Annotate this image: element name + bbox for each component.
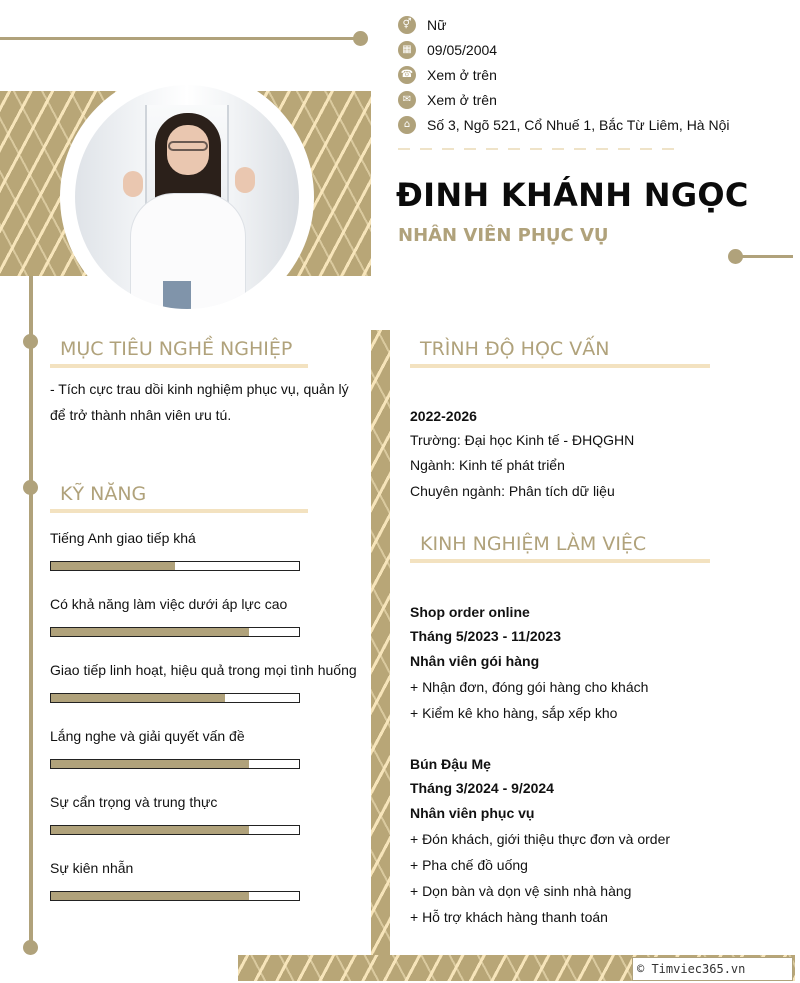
email-icon: ✉ (398, 91, 416, 109)
phone-icon: ☎ (398, 66, 416, 84)
skill-level-bar (50, 891, 300, 901)
objective-line-2: để trở thành nhân viên ưu tú. (50, 407, 232, 423)
skill-label: Tiếng Anh giao tiếp khá (50, 530, 196, 546)
skill-label: Giao tiếp linh hoạt, hiệu quả trong mọi tình huống (50, 662, 357, 678)
calendar-icon: ▦ (398, 41, 416, 59)
home-icon: ⌂ (398, 116, 416, 134)
left-timeline-line (29, 276, 33, 947)
contact-phone-text: Xem ở trên (427, 67, 497, 83)
education-specialization: Chuyên ngành: Phân tích dữ liệu (410, 483, 615, 499)
job-1-role: Nhân viên gói hàng (410, 653, 540, 669)
job-2-task: + Đón khách, giới thiệu thực đơn và order (410, 831, 671, 847)
education-underline (410, 364, 710, 368)
top-decor-line (0, 37, 356, 40)
education-school: Trường: Đại học Kinh tế - ĐHQGHN (410, 432, 635, 448)
job-2-period: Tháng 3/2024 - 9/2024 (410, 780, 554, 796)
timeline-dot-objective (23, 334, 38, 349)
job-1-company: Shop order online (410, 604, 530, 620)
skill-level-fill (51, 562, 175, 570)
skills-underline (50, 509, 308, 513)
skill-label: Lắng nghe và giải quyết vấn đề (50, 728, 245, 744)
timeline-dot-skills (23, 480, 38, 495)
contact-gender (398, 15, 446, 35)
job-1-task: + Nhận đơn, đóng gói hàng cho khách (410, 679, 649, 695)
contact-email (398, 90, 497, 110)
skills-title: KỸ NĂNG (60, 483, 147, 505)
candidate-name: ĐINH KHÁNH NGỌC (396, 176, 749, 214)
gender-icon: ⚥ (398, 16, 416, 34)
job-2-company: Bún Đậu Mẹ (410, 756, 491, 772)
contact-gender-text: Nữ (427, 17, 447, 33)
column-divider-stripe (371, 330, 390, 955)
education-period: 2022-2026 (410, 408, 477, 424)
avatar (75, 85, 299, 309)
skill-level-bar (50, 627, 300, 637)
job-2-task: + Hỗ trợ khách hàng thanh toán (410, 909, 608, 925)
contact-birthday (398, 40, 497, 60)
objective-title: MỤC TIÊU NGHỀ NGHIỆP (60, 338, 293, 360)
job-2-role: Nhân viên phục vụ (410, 805, 535, 821)
skill-level-fill (51, 826, 249, 834)
skill-level-fill (51, 892, 249, 900)
candidate-position: NHÂN VIÊN PHỤC VỤ (398, 225, 609, 246)
objective-line-1: - Tích cực trau dồi kinh nghiệm phục vụ, quản lý (50, 381, 349, 397)
contact-address (398, 115, 730, 135)
job-1-task: + Kiểm kê kho hàng, sắp xếp kho (410, 705, 618, 721)
skill-level-fill (51, 694, 225, 702)
job-2-task: + Dọn bàn và dọn vệ sinh nhà hàng (410, 883, 632, 899)
timeline-dot-end (23, 940, 38, 955)
contact-birthday-text: 09/05/2004 (427, 42, 498, 58)
job-1-period: Tháng 5/2023 - 11/2023 (410, 628, 561, 644)
contact-email-text: Xem ở trên (427, 92, 497, 108)
skill-label: Sự cẩn trọng và trung thực (50, 794, 218, 810)
experience-title: KINH NGHIỆM LÀM VIỆC (420, 533, 647, 555)
contact-address-text: Số 3, Ngõ 521, Cổ Nhuế 1, Bắc Từ Liêm, Hà Nội (427, 117, 730, 133)
footer-watermark: © Timviec365.vn (632, 957, 793, 981)
skill-level-bar (50, 561, 300, 571)
education-major: Ngành: Kinh tế phát triển (410, 457, 565, 473)
skill-level-fill (51, 628, 249, 636)
skill-level-bar (50, 825, 300, 835)
top-decor-dot (353, 31, 368, 46)
skill-level-bar (50, 759, 300, 769)
contact-phone (398, 65, 497, 85)
skill-label: Sự kiên nhẫn (50, 860, 134, 876)
right-decor-dot (728, 249, 743, 264)
skill-level-bar (50, 693, 300, 703)
skill-label: Có khả năng làm việc dưới áp lực cao (50, 596, 288, 612)
right-decor-line (735, 255, 793, 258)
education-title: TRÌNH ĐỘ HỌC VẤN (420, 338, 610, 360)
experience-underline (410, 559, 710, 563)
job-2-task: + Pha chế đồ uống (410, 857, 528, 873)
contact-divider (398, 148, 678, 150)
objective-underline (50, 364, 308, 368)
skill-level-fill (51, 760, 249, 768)
